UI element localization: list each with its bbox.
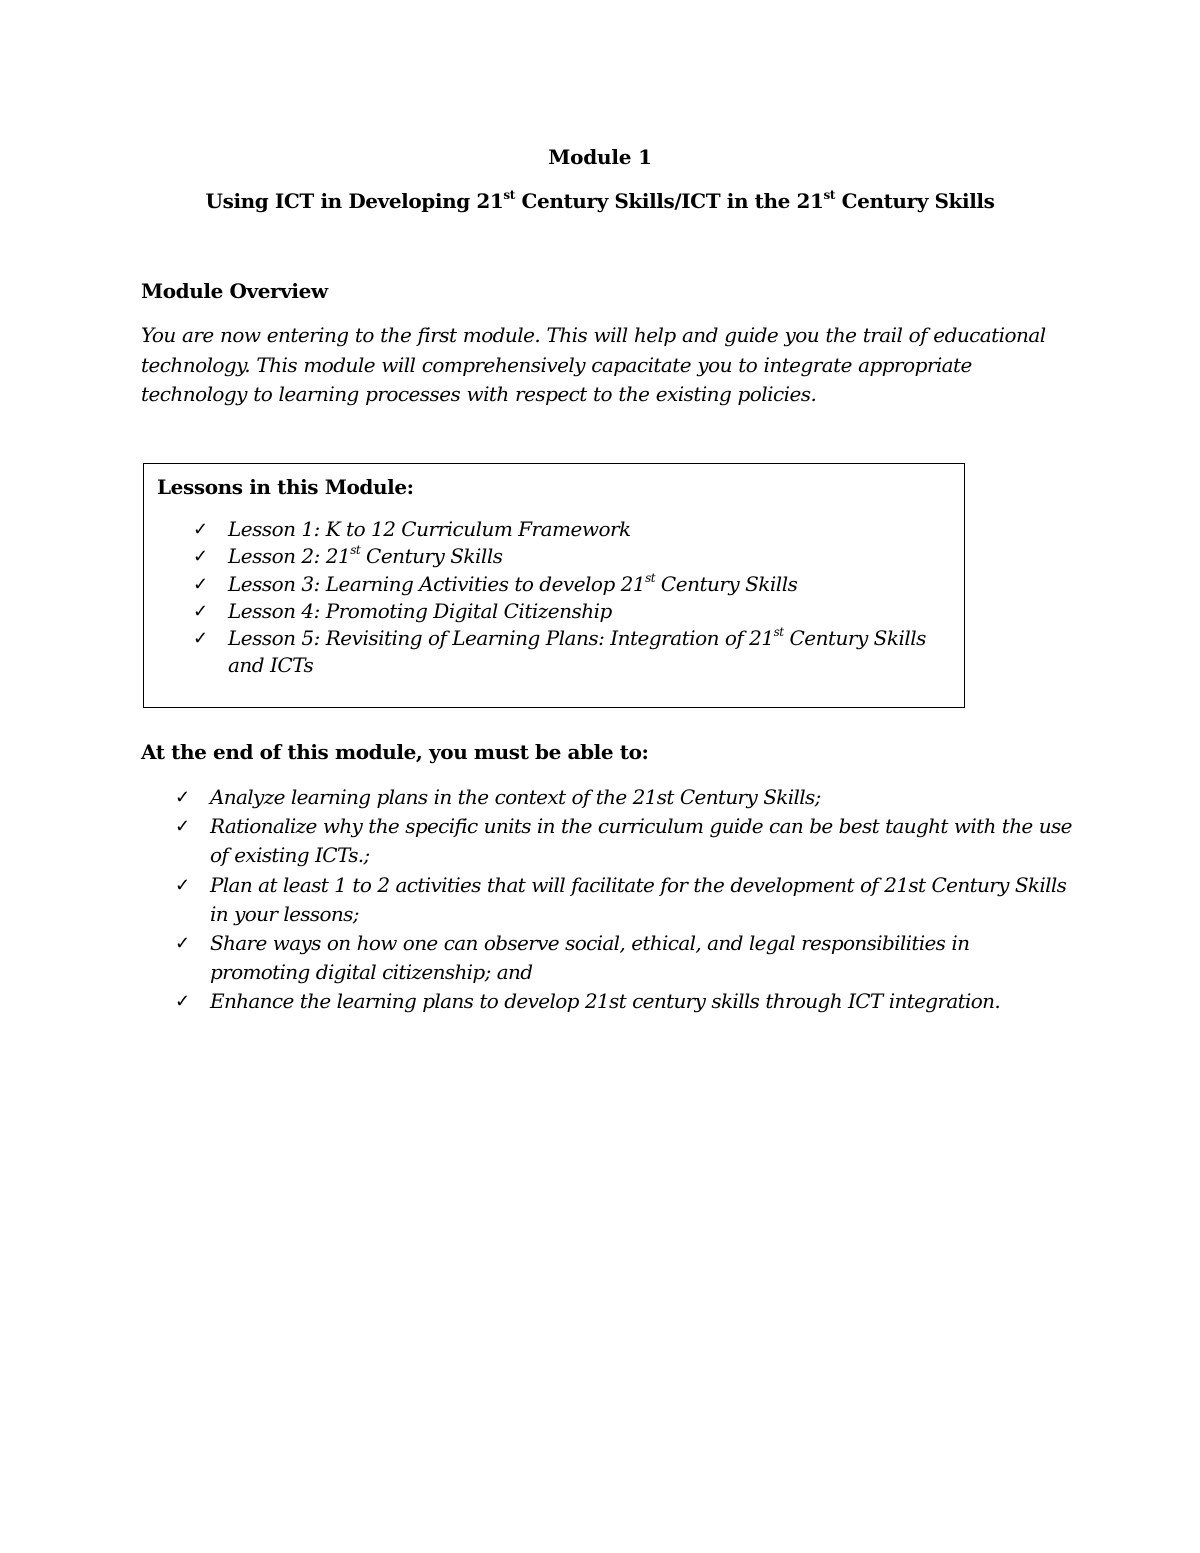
- learning-outcomes-heading: At the end of this module, you must be able to:: [141, 740, 649, 764]
- checkmark-icon: ✓: [193, 573, 208, 595]
- lesson-item: [144, 543, 944, 570]
- outcome-item-text: Share ways on how one can observe social, ethical, and legal responsibilities in promoting digital citizenship; and: [210, 931, 970, 985]
- outcome-item-text: Enhance the learning plans to develop 21st century skills through ICT integration.: [210, 989, 1001, 1014]
- checkmark-icon: ✓: [175, 933, 190, 955]
- outcome-item: [175, 987, 1075, 1016]
- lesson-item-text-rest: Century Skills: [360, 544, 503, 569]
- outcome-item-text: Plan at least 1 to 2 activities that will facilitate for the development of 21st Century Skills in your lessons;: [210, 872, 1067, 926]
- lessons-heading: Lessons in this Module:: [157, 475, 414, 499]
- lesson-item-text: Lesson 1: K to 12 Curriculum Framework: [228, 517, 631, 541]
- lesson-item: [144, 516, 944, 543]
- outcome-item: [175, 812, 1075, 870]
- lesson-item-text: Lesson 4: Promoting Digital Citizenship: [228, 598, 612, 623]
- lesson-item-text: Lesson 2: 21: [228, 544, 351, 569]
- module-overview-heading: Module Overview: [141, 279, 328, 303]
- page-subtitle: [0, 188, 1200, 214]
- checkmark-icon: ✓: [193, 600, 208, 622]
- lessons-list: [144, 516, 944, 680]
- subtitle-part-1: Using ICT in Developing 21: [205, 189, 504, 213]
- checkmark-icon: ✓: [175, 816, 190, 838]
- lessons-box: [143, 463, 965, 708]
- lesson-item: [144, 598, 944, 625]
- checkmark-icon: ✓: [193, 519, 208, 540]
- outcome-item: [175, 929, 1075, 987]
- checkmark-icon: ✓: [175, 787, 190, 808]
- outcome-item-text: Analyze learning plans in the context of the 21st Century Skills;: [210, 785, 821, 809]
- lesson-item-superscript: st: [645, 570, 656, 585]
- outcome-item: [175, 783, 1075, 812]
- checkmark-icon: ✓: [193, 546, 208, 568]
- lesson-item-text-rest: Century Skills: [655, 571, 798, 596]
- lesson-item-text: Lesson 3: Learning Activities to develop 21: [228, 571, 646, 596]
- module-overview-text: You are now entering to the first module. This will help and guide you the trail of educational technology. This module will comprehensively capacitate you to integrate appropriate technology to learning processes with respect to the existing policies.: [141, 323, 1046, 406]
- learning-outcomes-list: [175, 783, 1075, 1017]
- subtitle-superscript-2: st: [823, 188, 836, 202]
- lesson-item: [144, 625, 944, 680]
- checkmark-icon: ✓: [175, 991, 190, 1013]
- subtitle-part-2: Century Skills/ICT in the 21: [514, 189, 824, 213]
- outcome-item-text: Rationalize why the specific units in the curriculum guide can be best taught with the use of existing ICTs.;: [210, 814, 1072, 868]
- lesson-item-text: Lesson 5: Revisiting of Learning Plans: Integration of 21: [228, 626, 774, 651]
- checkmark-icon: ✓: [175, 874, 190, 896]
- subtitle-superscript-1: st: [503, 188, 515, 202]
- lesson-item-superscript: st: [350, 543, 361, 558]
- subtitle-part-3: Century Skills: [835, 189, 995, 213]
- page-title: Module 1: [548, 145, 652, 169]
- checkmark-icon: ✓: [193, 628, 208, 650]
- outcome-item: [175, 871, 1075, 929]
- lesson-item-text-rest: Century Skills and ICTs: [228, 626, 926, 678]
- lesson-item: [144, 571, 944, 598]
- lesson-item-superscript: st: [773, 625, 784, 640]
